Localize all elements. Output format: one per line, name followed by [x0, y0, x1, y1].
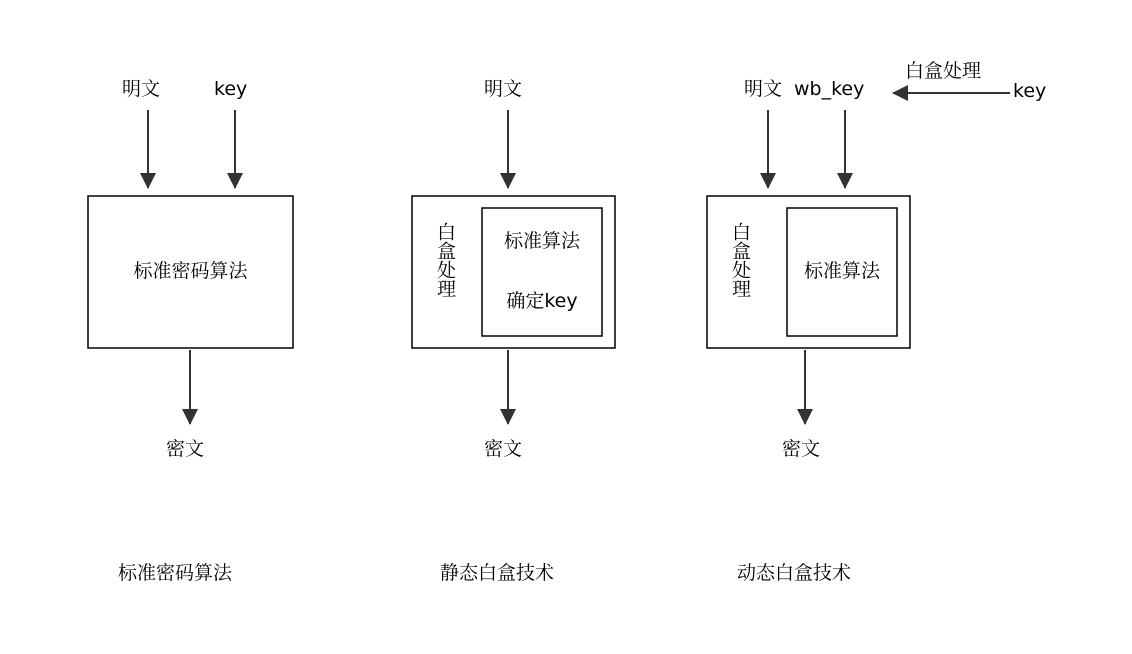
panel-dynamic-output-ciphertext: 密文	[782, 438, 821, 460]
panel-dynamic-outer-label-text: 白盒处理	[729, 222, 751, 298]
panel-static-input-plaintext: 明文	[484, 78, 523, 100]
panel-standard-output-ciphertext: 密文	[166, 438, 205, 460]
panel-standard-caption: 标准密码算法	[118, 562, 233, 584]
panel-standard-input-plaintext: 明文	[122, 78, 161, 100]
panel-static-caption: 静态白盒技术	[440, 562, 555, 584]
panel-dynamic-side-input-key: key	[1013, 80, 1047, 102]
panel-dynamic-side-process-label: 白盒处理	[905, 60, 982, 82]
panel-static-inner-label-1: 标准算法	[503, 230, 580, 252]
panel-dynamic-input-plaintext: 明文	[744, 78, 783, 100]
panel-standard-box-label: 标准密码算法	[133, 260, 248, 282]
panel-standard-input-key: key	[214, 78, 248, 100]
panel-static-output-ciphertext: 密文	[484, 438, 523, 460]
panel-dynamic-inner-label-1: 标准算法	[803, 260, 880, 282]
panel-static-inner-label-2: 确定key	[506, 290, 578, 312]
panel-dynamic-outer-label	[727, 222, 751, 305]
panel-static-outer-label-text: 白盒处理	[434, 222, 456, 298]
panel-static-outer-label	[432, 222, 456, 305]
panel-dynamic-input-wbkey: wb_key	[794, 78, 865, 100]
panel-dynamic-caption: 动态白盒技术	[737, 562, 852, 584]
